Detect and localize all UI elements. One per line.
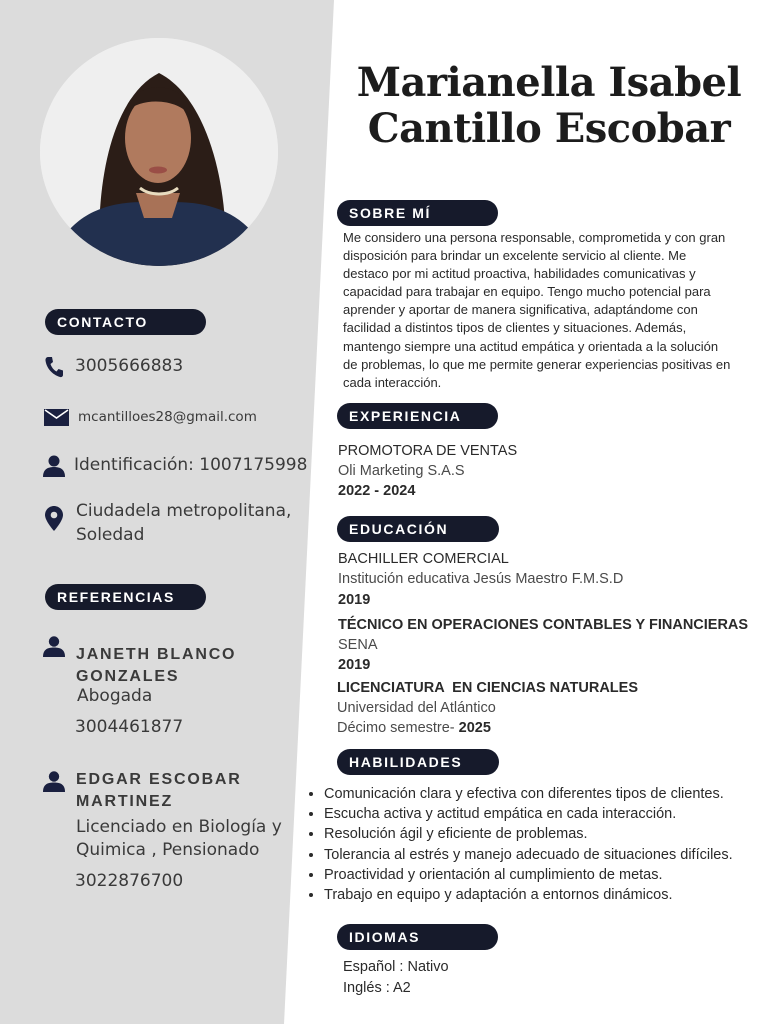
contact-heading: CONTACTO xyxy=(45,309,206,335)
reference-1-name-line1: JANETH BLANCO xyxy=(76,646,237,663)
education-3-year-line xyxy=(337,718,491,738)
reference-1-name-line2: GONZALES xyxy=(76,668,180,685)
skill-item: • Proactividad y orientación al cumplimiento de metas. xyxy=(324,865,733,885)
contact-address-line1: Ciudadela metropolitana, xyxy=(76,501,292,521)
person-icon xyxy=(43,455,65,477)
experience-heading: EXPERIENCIA xyxy=(337,403,498,429)
about-line: de problemas, lo que me permite generar experiencias positivas en xyxy=(343,356,731,372)
reference-1-role: Abogada xyxy=(77,686,153,706)
education-2-title: TÉCNICO EN OPERACIONES CONTABLES Y FINANCIERAS xyxy=(338,617,749,633)
about-line: Me considero una persona responsable, comprometida y con gran xyxy=(343,230,726,245)
education-2-institution: SENA xyxy=(338,637,378,653)
name-line1: Marianella Isabel xyxy=(356,59,742,106)
language-1: Español : Nativo xyxy=(343,959,449,975)
reference-2-phone: 3022876700 xyxy=(75,871,184,891)
profile-photo xyxy=(40,38,278,266)
contact-identification: Identificación: 1007175998 xyxy=(74,455,308,475)
about-line: aprender y aportar de manera significativa, adaptándome con xyxy=(343,302,698,318)
education-3-title: LICENCIATURA EN CIENCIAS NATURALES xyxy=(337,680,639,696)
contact-address-line2: Soledad xyxy=(76,525,145,545)
skill-item: • Trabajo en equipo y adaptación a entornos dinámicos. xyxy=(324,885,733,905)
skill-item: • Resolución ágil y eficiente de problemas. xyxy=(324,824,733,844)
about-line: disposición para brindar un excelente servicio al cliente. Me xyxy=(343,248,687,264)
skill-item: • Comunicación clara y efectiva con diferentes tipos de clientes. xyxy=(324,784,733,804)
skill-item: • Tolerancia al estrés y manejo adecuado de situaciones difíciles. xyxy=(324,845,733,865)
education-1-year: 2019 xyxy=(338,592,371,608)
reference-1-phone: 3004461877 xyxy=(75,717,184,737)
about-line: mantengo siempre una actitud empática y orientada a la solución xyxy=(343,338,719,354)
person-icon xyxy=(43,771,65,792)
education-3-institution: Universidad del Atlántico xyxy=(337,700,496,716)
education-1-institution: Institución educativa Jesús Maestro F.M.S.D xyxy=(338,571,624,587)
about-line: capacidad para trabajar en equipo. Tengo mucho potencial para xyxy=(343,284,711,300)
education-heading: EDUCACIÓN xyxy=(337,516,499,542)
reference-2-name-line1: EDGAR ESCOBAR xyxy=(76,771,242,788)
education-2-year: 2019 xyxy=(338,657,371,673)
contact-phone: 3005666883 xyxy=(75,356,184,376)
about-heading: SOBRE MÍ xyxy=(337,200,498,226)
location-pin-icon xyxy=(45,506,63,531)
reference-2-role-line2: Quimica , Pensionado xyxy=(76,840,260,860)
skills-heading: HABILIDADES xyxy=(337,749,499,775)
name-line2: Cantillo Escobar xyxy=(367,105,731,152)
references-heading: REFERENCIAS xyxy=(45,584,206,610)
about-text xyxy=(343,229,758,392)
education-3-year-prefix: Décimo semestre- xyxy=(337,720,459,736)
full-name xyxy=(344,60,754,152)
languages-heading: IDIOMAS xyxy=(337,924,498,950)
reference-2-name-line2: MARTINEZ xyxy=(76,793,174,810)
education-3-year: 2025 xyxy=(458,720,491,736)
email-icon xyxy=(44,409,69,426)
skills-list xyxy=(306,784,733,905)
experience-years: 2022 - 2024 xyxy=(338,483,416,499)
about-line: facilidad a distintos tipos de clientes y situaciones. Además, xyxy=(343,320,687,336)
phone-icon xyxy=(44,356,64,378)
experience-company: Oli Marketing S.A.S xyxy=(338,463,465,479)
language-2: Inglés : A2 xyxy=(343,980,411,996)
about-line: cada interacción. xyxy=(343,374,442,390)
person-icon xyxy=(43,636,65,657)
about-line: destaco por mi actitud proactiva, habilidades comunicativas y xyxy=(343,266,696,282)
skill-item: • Escucha activa y actitud empática en cada interacción. xyxy=(324,804,733,824)
reference-2-role-line1: Licenciado en Biología y xyxy=(76,817,282,837)
experience-title: PROMOTORA DE VENTAS xyxy=(338,443,518,459)
contact-email[interactable]: mcantilloes28@gmail.com xyxy=(78,409,257,425)
education-1-title: BACHILLER COMERCIAL xyxy=(338,551,509,567)
